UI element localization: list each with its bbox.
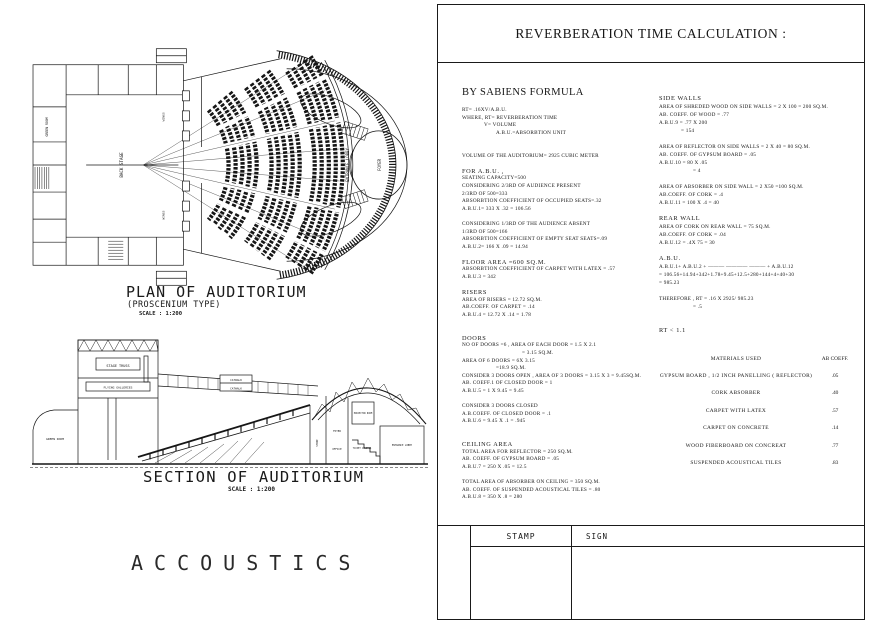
calc-line: = 4 xyxy=(693,168,701,174)
calc-line: A.B.U.8 = 350 X .8 = 280 xyxy=(462,494,523,501)
calc-line: A.B.U. xyxy=(659,255,681,262)
calculation-panel xyxy=(437,4,865,620)
calc-line: 1/3RD OF 500=166 xyxy=(462,228,508,235)
calc-line: AREA OF SHREDED WOOD ON SIDE WALLS = 2 X 100 = 200 SQ.M. xyxy=(659,104,829,110)
materials-header-name: MATERIALS USED xyxy=(710,356,762,362)
section-lobby-zone xyxy=(312,378,426,464)
calc-line: CEILING AREA xyxy=(462,441,513,449)
section-label-catwalk-bottom: CATWALK xyxy=(230,386,242,391)
section-label-entrance-lobby: ENTRANCE LOBBY xyxy=(391,444,413,447)
calc-line xyxy=(462,320,658,328)
calc-line xyxy=(659,319,859,327)
panel-title: REVERBERATION TIME CALCULATION : xyxy=(438,5,864,63)
calc-line xyxy=(462,137,658,145)
calc-line xyxy=(462,434,658,442)
calc-line: REAR WALL xyxy=(659,215,701,222)
calc-line: = 106.56+14.94+342+1.78+9.45+12.5+280+144+4+40+30 xyxy=(659,272,795,278)
calc-line: AB. COEFF. OF SUSPENDED ACOUSTICAL TILES = .80 xyxy=(462,486,601,493)
calc-line: FOR A.B.U. , xyxy=(462,167,504,175)
calc-line: A.B.U.3 = 342 xyxy=(462,274,496,281)
sign-header-cell: SIGN xyxy=(572,526,864,547)
calc-line: RT < 1.1 xyxy=(659,327,686,334)
calc-line: = .5 xyxy=(693,304,703,310)
plan-stairs-left xyxy=(35,167,49,189)
calc-line xyxy=(659,135,859,143)
section-label-green-room: GREEN ROOM xyxy=(45,437,65,441)
calc-line xyxy=(659,175,859,183)
calc-line: CONSIDER 3 DOORS OPEN , AREA OF 3 DOORS = 3.15 X 3 = 9.45SQ.M. xyxy=(462,372,642,379)
calc-line: DOORS xyxy=(462,334,487,342)
calc-line: A.B.COEFF. OF CLOSED DOOR = .1 xyxy=(462,410,552,417)
plan-stairs-bottom xyxy=(108,241,123,259)
calc-line: V= VOLUME xyxy=(484,122,517,129)
section-label-flying-galleries: FLYING GALLERIES xyxy=(103,385,133,390)
material-name: CARPET WITH LATEX xyxy=(705,407,767,414)
plan-label-green-room: GREEN ROOM xyxy=(45,117,50,137)
calc-line: = 154 xyxy=(681,128,695,134)
plan-scale: SCALE : 1:200 xyxy=(139,311,183,317)
calc-line xyxy=(462,160,658,168)
materials-rows xyxy=(659,367,857,472)
calc-line: WHERE, RT= REVERBERATION TIME xyxy=(462,114,558,121)
materials-row xyxy=(659,367,857,385)
calc-lines-right xyxy=(659,95,859,335)
calc-line: FLOOR AREA =600 SQ.M. xyxy=(462,258,547,266)
calc-line: ABSORBTION COEFFICIENT OF CARPET WITH LATEX = .57 xyxy=(462,266,616,273)
calc-line: RT= .16XV/A.B.U. xyxy=(462,107,507,113)
calc-line: VOLUME OF THE AUDITORIUM= 2925 CUBIC METER xyxy=(462,152,599,159)
calc-line: AB.COEFF. OF CORK = .04 xyxy=(659,232,726,238)
plan-label-wings-bottom: WINGS xyxy=(161,210,166,220)
material-name: WOOD FIBERBOARD ON CONCREAT xyxy=(685,442,787,449)
section-label-stage-truss: STAGE TRUSS xyxy=(106,364,130,368)
calc-line: AREA OF REFLECTOR ON SIDE WALLS = 2 X 40 = 80 SQ.M. xyxy=(659,144,810,150)
section-fly-tower xyxy=(78,340,158,464)
sign-body-cell xyxy=(572,547,864,619)
calc-line: AREA OF RISERS = 12.72 SQ.M. xyxy=(462,296,542,303)
calc-line: AB. COEFF. OF GYPSUM BOARD = .05 xyxy=(462,456,560,463)
calc-line xyxy=(659,247,859,255)
calc-line xyxy=(462,472,658,480)
calc-line: AB.COEFF. OF CORK = .4 xyxy=(659,192,724,198)
calc-line: A.B.U.1= 333 X .32 = 106.56 xyxy=(462,205,531,212)
calc-line: ABSORBTION COEFFICIENT OF EMPTY SEAT SEATS=.09 xyxy=(462,236,608,243)
calc-line xyxy=(462,213,658,221)
calc-line: THEREFORE , RT = .16 X 2925/ 985.23 xyxy=(659,296,754,302)
calc-line: A.B.U.4 = 12.72 X .14 = 1.78 xyxy=(462,312,532,319)
calc-line xyxy=(462,396,658,404)
calc-line: AB. COEFF. OF GYPSUM BOARD = .05 xyxy=(659,152,757,158)
calc-line xyxy=(659,207,859,215)
plan-label-entrance-lobby: ENTRANCE LOBBY xyxy=(344,148,350,182)
calc-area xyxy=(438,63,864,525)
plan-lobby-stair-bottom xyxy=(342,190,369,209)
calc-line: = 3.15 SQ.M. xyxy=(522,350,554,356)
materials-row xyxy=(659,402,857,420)
stamp-header-cell: STAMP xyxy=(471,526,572,547)
material-name: GYPSUM BOARD , 1/2 INCH PANELLING ( REFLECTOR) xyxy=(659,372,813,379)
section-label-store: STORE xyxy=(316,439,319,447)
calc-line: A.B.U.1+ A.B.U.2 + ——— ———— ——— + A.B.U.12 xyxy=(659,264,794,270)
calc-line: = 985.23 xyxy=(659,280,680,286)
calc-lines-left xyxy=(462,107,658,502)
material-name: SUSPENDED ACOUSTICAL TILES xyxy=(690,460,782,467)
calc-line: AB. COEFF. OF WOOD = .77 xyxy=(659,112,730,118)
calc-line xyxy=(659,287,859,295)
calc-line: AB. COEFF.1 OF CLOSED DOOR = 1 xyxy=(462,380,553,387)
calc-line xyxy=(462,282,658,290)
calc-line: TOTAL AREA OF ABSORBER ON CEILING = 350 SQ.M. xyxy=(462,479,600,486)
calc-column-left xyxy=(462,87,658,502)
plan-caption: PLAN OF AUDITORIUM xyxy=(126,283,307,301)
calc-column-right xyxy=(659,95,859,472)
calc-line xyxy=(462,426,658,434)
calc-line: AREA OF CORK ON REAR WALL = 75 SQ.M. xyxy=(659,224,771,230)
calc-line: A.B.U.11 = 100 X .4 = 40 xyxy=(659,200,720,206)
material-coeff: .57 xyxy=(831,407,839,414)
plan-lobby-stair-top xyxy=(342,121,369,140)
calc-line: ABSORBTION COEFFICIENT OF OCCUPIED SEATS=.32 xyxy=(462,198,602,205)
plan-label-foyer: FOYER xyxy=(376,158,382,172)
stamp-body-cell xyxy=(471,547,572,619)
calc-line: CONSIDERING 1/3RD OF THE AUDIENCE ABSENT xyxy=(462,220,591,227)
calc-line xyxy=(659,311,859,319)
material-name: CARPET ON CONCRETE xyxy=(703,425,769,432)
plan-subcaption: (PROSCENIUM TYPE) xyxy=(127,300,221,310)
section-scale: SCALE : 1:200 xyxy=(228,486,275,493)
materials-row xyxy=(659,385,857,403)
calc-line: AB.COEFF. OF CARPET = .14 xyxy=(462,304,535,311)
material-coeff: .14 xyxy=(831,425,839,432)
calc-line: A.B.U.5 = 1 X 9.45 = 9.45 xyxy=(462,387,524,394)
materials-row xyxy=(659,455,857,473)
plan-label-wings-top: WINGS xyxy=(161,112,166,122)
calc-line: TOTAL AREA FOR REFLECTOR = 250 SQ.M. xyxy=(462,448,573,455)
material-coeff: .05 xyxy=(831,372,839,379)
stamp-sign-table xyxy=(438,525,864,619)
material-coeff: .40 xyxy=(831,390,839,397)
formula-heading: BY SABIENS FORMULA xyxy=(462,87,584,98)
material-coeff: .83 xyxy=(831,460,839,467)
calc-line: CONSIDERING 2/3RD OF AUDIENCE PRESENT xyxy=(462,182,581,189)
plan-label-back-stage: BACK STAGE xyxy=(119,152,125,178)
plan-drawing xyxy=(28,46,424,288)
section-raked-seating xyxy=(138,405,310,464)
calc-line: A.B.U.6 = 9.45 X .1 = .945 xyxy=(462,418,526,425)
calc-line: A.B.U.=ABSORBTION UNIT xyxy=(496,129,567,136)
section-drawing xyxy=(30,328,430,470)
material-name: CORK ABSORBER xyxy=(711,390,761,397)
material-coeff: .77 xyxy=(831,442,839,449)
plan-proscenium-columns xyxy=(182,77,201,253)
section-label-ticket-counter: TICKET COUNTER xyxy=(352,447,372,450)
materials-header xyxy=(659,351,857,367)
sheet-title-accoustics: ACCOUSTICS xyxy=(131,551,362,575)
calc-line: 2/3RD OF 500=333 xyxy=(462,190,508,197)
calc-line: SEATING CAPACITY=500 xyxy=(462,175,527,182)
section-label-office: OFFICE xyxy=(332,448,342,451)
calc-line: =18.9 SQ.M. xyxy=(496,365,526,372)
materials-row xyxy=(659,437,857,455)
calc-line: SIDE WALLS xyxy=(659,95,702,102)
section-label-catwalk-top: CATWALK xyxy=(230,378,242,382)
stamp-table-left-cell xyxy=(438,526,471,619)
calc-line: A.B.U.12 = .4X 75 = 30 xyxy=(659,240,715,246)
section-label-projector-room: PROJECTOR ROOM xyxy=(353,412,373,415)
section-caption: SECTION OF AUDITORIUM xyxy=(143,468,365,486)
calc-line: AREA OF 6 DOORS = 6X 3.15 xyxy=(462,357,536,364)
calc-line: AREA OF ABSORBER ON SIDE WALL = 2 X50 =100 SQ.M. xyxy=(659,184,804,190)
calc-line xyxy=(462,327,658,335)
calc-line: A.B.U.9 = .77 X 200 xyxy=(659,120,708,126)
calc-line: A.B.U.10 = 80 X .05 xyxy=(659,160,708,166)
calc-line xyxy=(462,145,658,153)
section-label-foyer: FOYER xyxy=(333,430,341,433)
materials-row xyxy=(659,420,857,438)
materials-table xyxy=(659,351,857,472)
calc-line: A.B.U.7 = 250 X .05 = 12.5 xyxy=(462,463,527,470)
calc-line xyxy=(462,251,658,259)
calc-line: A.B.U.2= 166 X .09 = 14.94 xyxy=(462,243,528,250)
calc-line: RISERS xyxy=(462,289,487,297)
plan-backstage-block xyxy=(33,49,186,286)
calc-line: NO OF DOORS =6 , AREA OF EACH DOOR = 1.5 X 2.1 xyxy=(462,342,597,349)
materials-header-coeff: AB COEFF. xyxy=(821,356,849,362)
plan-seating-rows xyxy=(209,56,343,273)
calc-line: CONSIDER 3 DOORS CLOSED xyxy=(462,403,538,410)
